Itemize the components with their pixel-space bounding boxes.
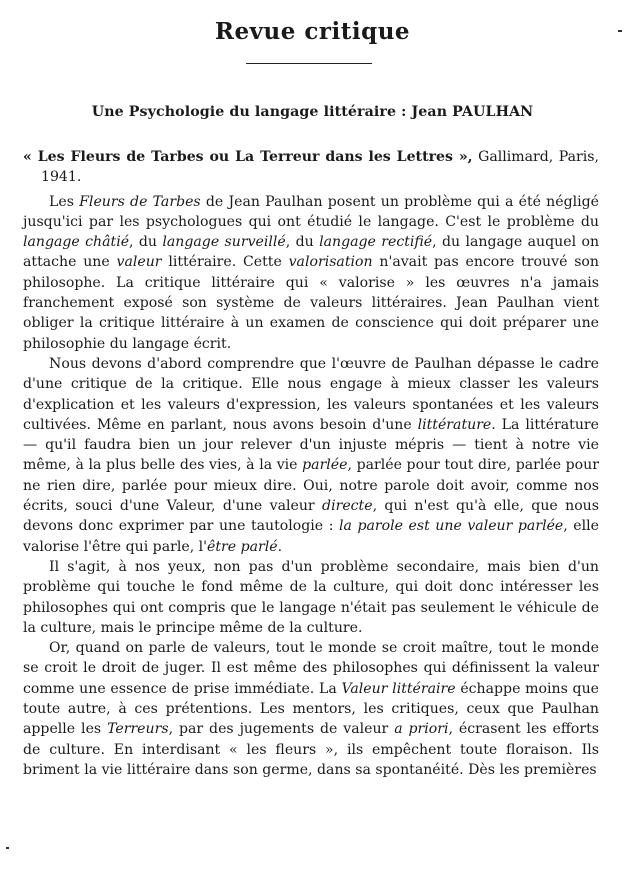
text-run: Or, quand on parle de valeurs, tout le monde se croit maître, tout le monde se croit le droit de juger. Il est même des philosophes qui définissent la valeur comme une essence de prise immédiate. La [23,640,599,697]
text-run: Il s'agit, à nos yeux, non pas d'un problème secondaire, mais bien d'un problème qui touche le fond même de la culture, qui doit donc intéresser les philosophes qui ont compris que le langage n'était pas seulement le véhicule de la culture, mais le principe même de la culture. [23,558,599,636]
text-run: Nous devons d'abord comprendre que l'œuvre de Paulhan dépasse le cadre d'une critique de la critique. Elle nous engage à mieux classer les valeurs d'explication et les valeurs d'expression, les valeurs spontanées et les valeurs cultivées. Même en parlant, nous avons besoin d'une [23,355,599,433]
text-run: , du langage auquel on attache une [23,234,600,271]
text-run: Les [49,193,80,210]
italic-run: a priori [394,721,449,738]
italic-run: langage châtié [23,234,130,251]
italic-run: littérature [417,416,492,433]
book-publisher: Gallimard, Paris, 1941. [41,149,599,186]
italic-run: langage rectifié [319,234,433,251]
title-divider [246,63,372,64]
italic-run: Fleurs de Tarbes [79,193,201,210]
text-run: , parlée pour tout dire, parlée pour ne rien dire, parlée pour mieux dire. Oui, notre parole doit avoir, comme nos écrits, souci d'une Valeur, d'une valeur [23,457,599,515]
italic-run: la parole est une valeur parlée [339,518,564,535]
text-run: , elle valorise l'être qui parle, l' [23,518,599,555]
italic-run: valeur [116,254,162,271]
italic-run: directe [322,498,373,515]
text-run: , qui n'est qu'à elle, que nous devons donc exprimer par une tautologie : [23,498,599,535]
italic-run: Valeur littéraire [341,680,456,697]
text-run: , écrasent les efforts de culture. En interdisant « les fleurs », ils empêchent toute floraison. Ils briment la vie littéraire dans son germe, dans sa spontanéité. Dès les premières [23,721,600,778]
article-subtitle: Une Psychologie du langage littéraire : Jean PAULHAN [91,104,534,120]
text-run: . [277,538,283,555]
section-title: Revue critique [214,18,411,45]
book-reference [23,147,599,188]
text-run: littéraire. Cette [161,254,289,271]
italic-run: valorisation [288,254,373,271]
text-run: , du [129,234,163,251]
text-run: , du [285,234,320,251]
text-run: de Jean Paulhan posent un problème qui a été négligé jusqu'ici par les psychologues qui ont étudié le langage. C'est le problème du [23,193,599,230]
paragraph-2 [23,354,599,557]
scan-mark [6,847,9,849]
paragraph-1 [23,192,599,354]
paragraph-3 [23,557,599,638]
text-run: . La littérature — qu'il faudra bien un jour relever d'un injuste mépris — tient à notre vie même, à la plus belle des vies, à la vie [23,416,599,474]
text-run: n'avait pas encore trouvé son philosophe. La critique littéraire qui « valorise » les œuvres n'a jamais franchement exposé son système de valeurs littéraires. Jean Paulhan vient obliger la critique littéraire à un examen de conscience qui doit préparer une philosophie du langage écrit. [23,254,599,352]
italic-run: être parlé [207,538,278,555]
italic-run: parlée [302,457,348,474]
text-run: , par des jugements de valeur [168,721,395,738]
article-body [23,147,599,780]
paragraph-4 [23,638,599,780]
text-run: échappe moins que toute autre, à ces prétentions. Les mentors, les critiques, ceux que Paulhan appelle les [23,680,599,738]
book-title: « Les Fleurs de Tarbes ou La Terreur dans les Lettres », [23,149,473,165]
italic-run: Terreurs [107,721,169,738]
italic-run: langage surveillé [162,234,286,251]
